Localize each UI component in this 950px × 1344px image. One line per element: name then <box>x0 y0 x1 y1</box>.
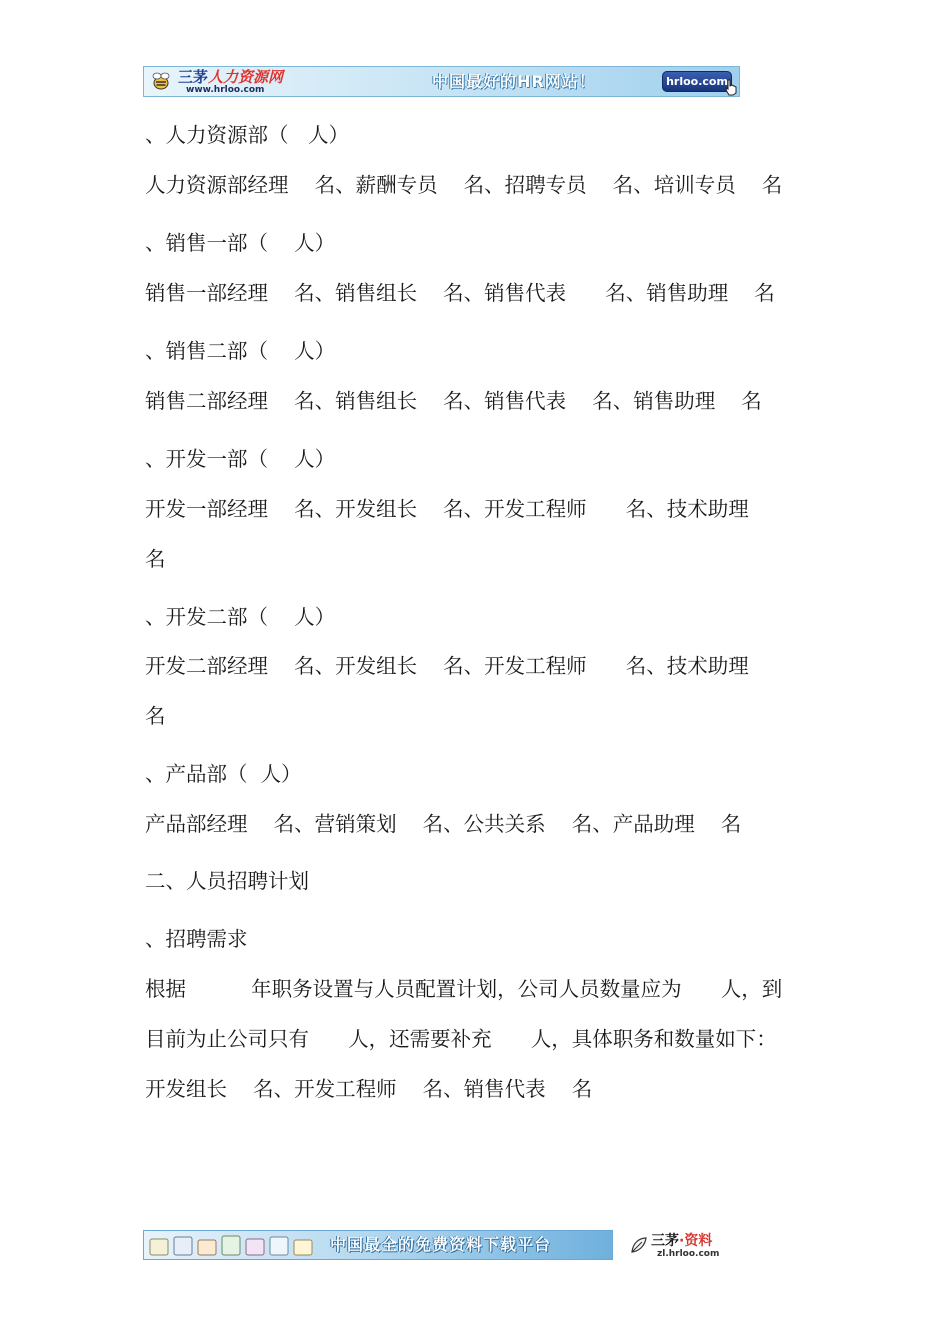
sales2-positions: 销售二部经理 名、销售组长 名、销售代表 名、销售助理 名 <box>145 389 762 413</box>
section-product-heading: 、产品部（ 人） <box>145 762 302 786</box>
footer-logo-part1: 三茅 <box>651 1233 679 1249</box>
footer-logo-name <box>651 1233 712 1249</box>
section-recruit-plan-heading: 二、人员招聘计划 <box>145 869 309 893</box>
brand-logo <box>178 68 378 97</box>
brand-part2: 人力资源网 <box>208 68 284 86</box>
section-sales2-heading: 、销售二部（ 人） <box>145 339 336 363</box>
bee-logo-icon <box>150 70 172 92</box>
section-hr-dept-heading: 、人力资源部（ 人） <box>145 123 350 147</box>
header-banner[interactable] <box>143 66 740 97</box>
leaf-logo-icon <box>629 1235 649 1255</box>
brand-name <box>178 69 283 86</box>
footer-banner[interactable] <box>143 1230 613 1260</box>
hr-dept-positions: 人力资源部经理 名、薪酬专员 名、招聘专员 名、培训专员 名 <box>145 173 783 197</box>
header-slogan: 中国最好的HR网站！ <box>432 72 596 91</box>
footer-slogan: 中国最全的免费资料下载平台 <box>330 1235 552 1254</box>
brand-url: www.hrloo.com <box>186 85 265 95</box>
dev2-positions: 开发二部经理 名、开发组长 名、开发工程师 名、技术助理 <box>145 654 749 678</box>
section-recruit-demand-heading: 、招聘需求 <box>145 927 248 951</box>
hand-cursor-icon <box>724 79 738 96</box>
section-sales1-heading: 、销售一部（ 人） <box>145 231 336 255</box>
section-dev1-heading: 、开发一部（ 人） <box>145 447 336 471</box>
dev2-positions-cont: 名 <box>145 704 166 728</box>
sales1-positions: 销售一部经理 名、销售组长 名、销售代表 名、销售助理 名 <box>145 281 775 305</box>
section-dev2-heading: 、开发二部（ 人） <box>145 605 336 629</box>
brand-part1: 三茅 <box>178 68 209 86</box>
dev1-positions-cont: 名 <box>145 547 166 571</box>
document-icons <box>148 1233 323 1259</box>
recruit-demand-para-line1: 根据 年职务设置与人员配置计划，公司人员数量应为 人，到 <box>145 977 783 1001</box>
site-link-label: hrloo.com <box>666 75 728 88</box>
footer-logo[interactable] <box>627 1232 737 1260</box>
footer-logo-part2: ·资料 <box>679 1233 713 1249</box>
recruit-demand-list: 开发组长 名、开发工程师 名、销售代表 名 <box>145 1077 593 1101</box>
product-positions: 产品部经理 名、营销策划 名、公共关系 名、产品助理 名 <box>145 812 742 836</box>
dev1-positions: 开发一部经理 名、开发组长 名、开发工程师 名、技术助理 <box>145 497 749 521</box>
recruit-demand-para-line2: 目前为止公司只有 人，还需要补充 人，具体职务和数量如下： <box>145 1027 777 1051</box>
site-link-button[interactable] <box>662 71 732 92</box>
footer-logo-url: zl.hrloo.com <box>657 1249 720 1259</box>
